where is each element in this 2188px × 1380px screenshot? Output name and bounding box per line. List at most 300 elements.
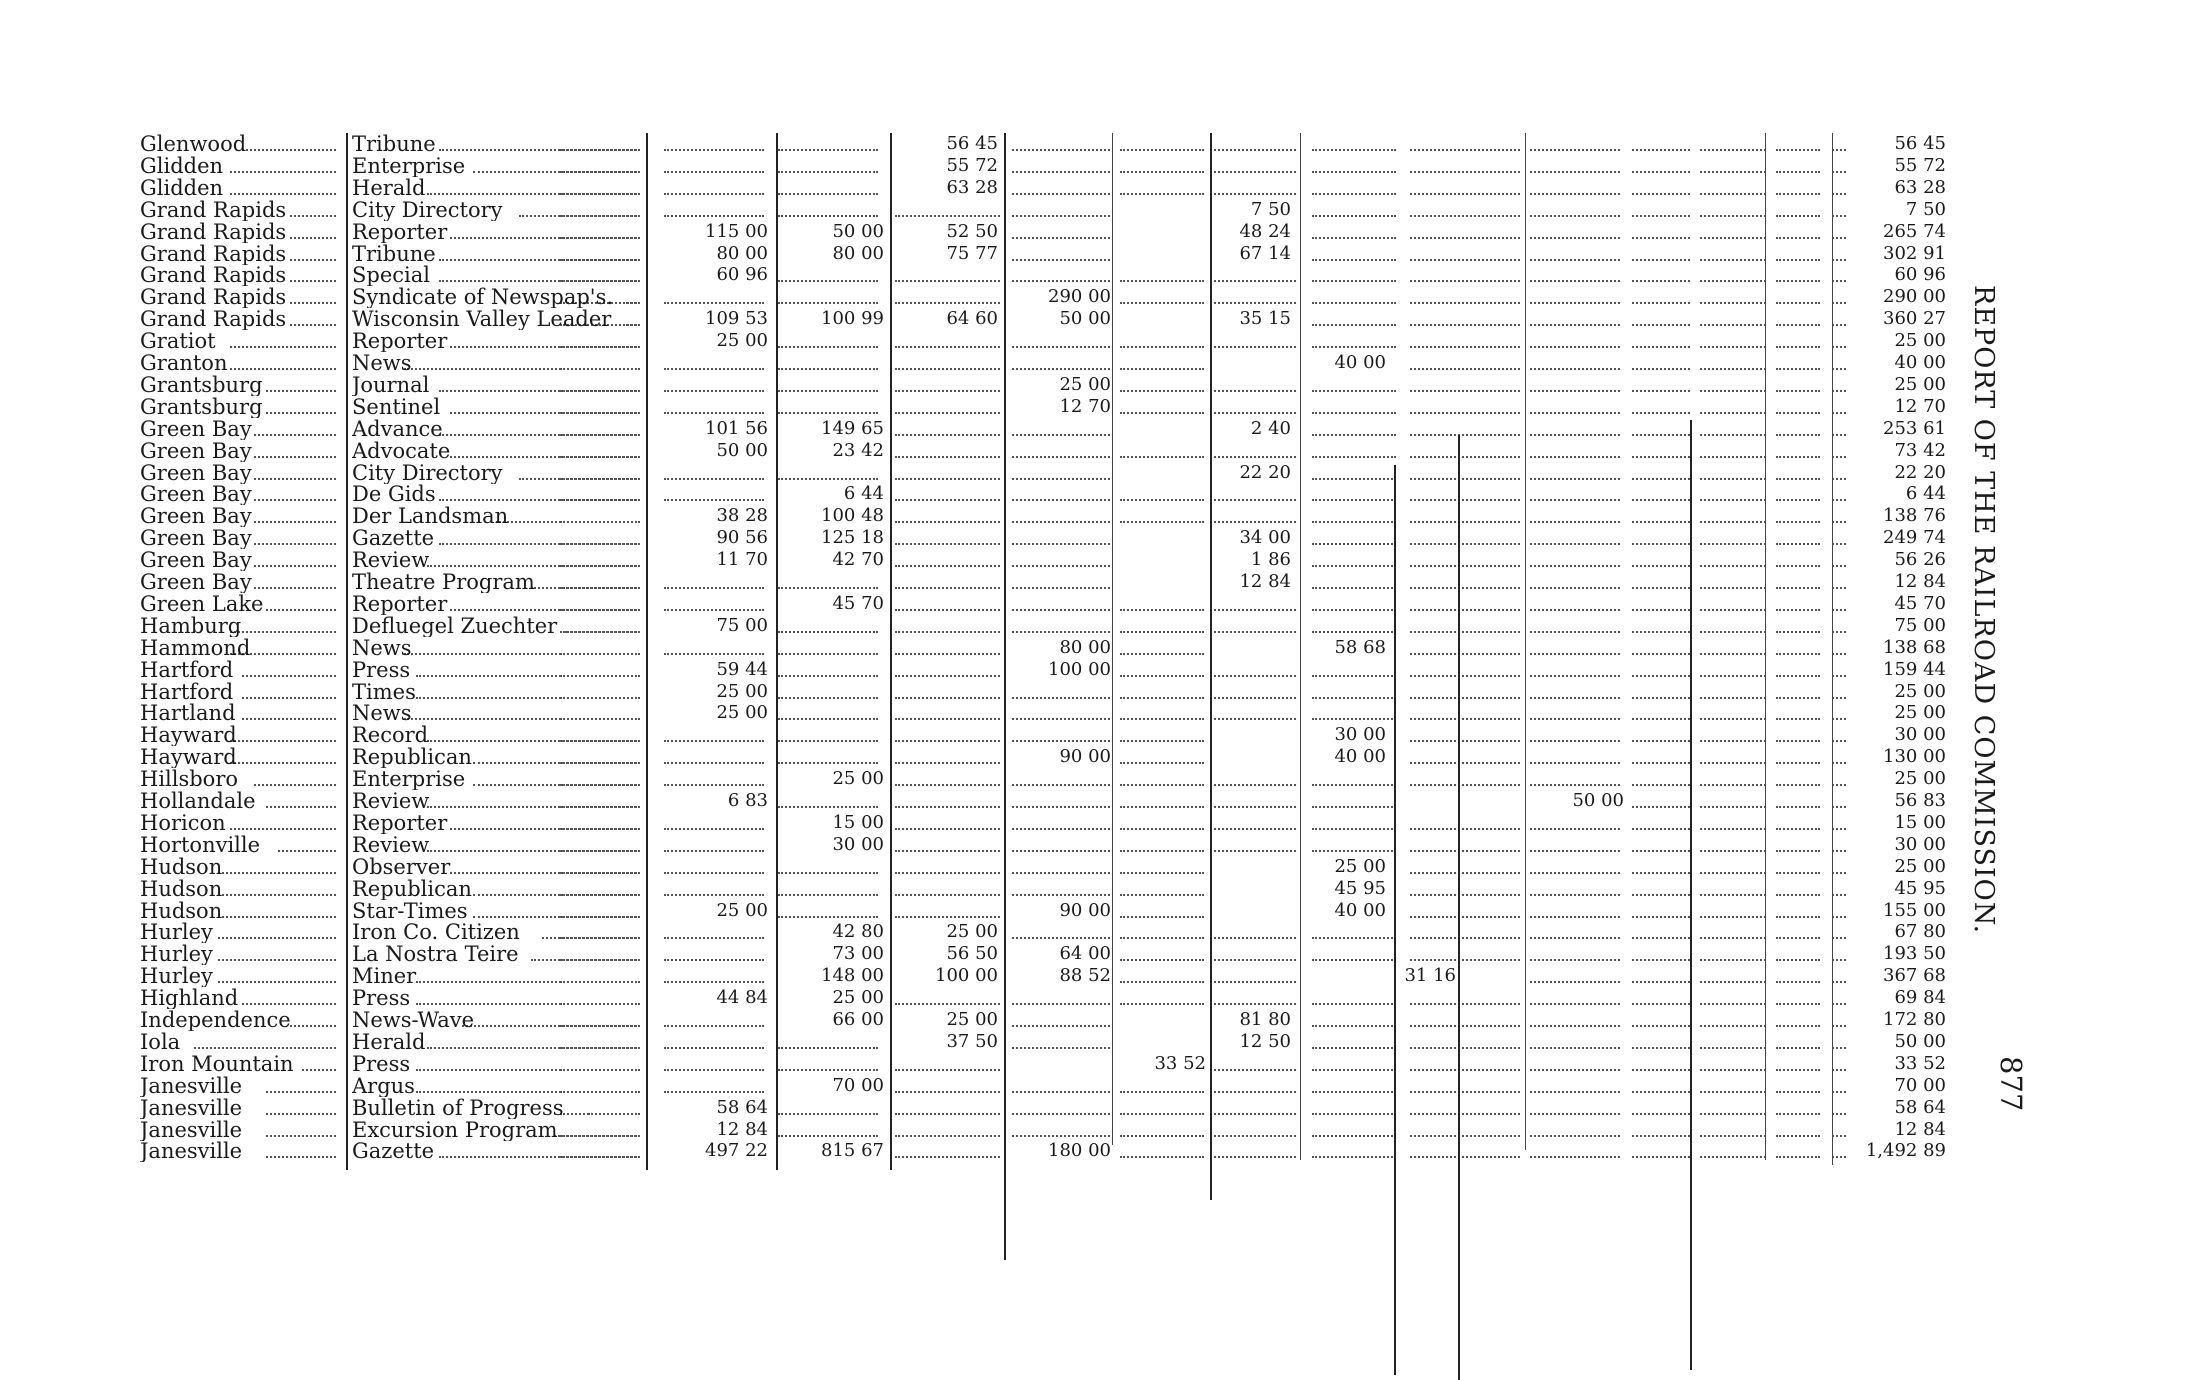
leader-dots: [1214, 390, 1296, 392]
leader-dots: [1700, 259, 1766, 261]
table-row: [0, 1009, 2188, 1031]
amount-cell: 6 44: [778, 483, 888, 505]
leader-dots: [1410, 412, 1520, 414]
town-name: Hurley: [140, 921, 213, 944]
leader-dots: [1120, 959, 1204, 961]
table-row: [0, 352, 2188, 374]
leader-dots: [664, 959, 764, 961]
leader-dots: [1832, 412, 1846, 414]
row-total: 33 52: [1894, 1052, 1946, 1074]
leader-dots: [664, 302, 764, 304]
amount-cell: 12 84: [662, 1119, 772, 1141]
leader-dots: [1632, 171, 1690, 173]
leader-dots: [1012, 237, 1110, 239]
leader-dots: [778, 1113, 878, 1115]
amount-cell: 101 56: [662, 418, 772, 440]
newspaper-name: Gazette: [352, 527, 435, 550]
newspaper-name: Excursion Program: [352, 1118, 558, 1141]
table-row: [0, 1140, 2188, 1162]
leader-dots: [1530, 390, 1620, 392]
leader-dots: [1632, 1025, 1690, 1027]
amount-cell: 115 00: [662, 221, 772, 243]
leader-dots: [1700, 675, 1766, 677]
newspaper-name: Herald: [352, 176, 426, 199]
leader-dots: [1410, 368, 1520, 370]
table-row: [0, 943, 2188, 965]
amount-cell: 70 00: [778, 1075, 888, 1097]
leader-dots: [1832, 456, 1846, 458]
leader-dots: [1214, 280, 1296, 282]
table-row: [0, 768, 2188, 790]
leader-dots: [1832, 850, 1846, 852]
leader-dots: [778, 412, 878, 414]
town-name: Hamburg: [140, 614, 242, 637]
leader-dots: [1410, 653, 1520, 655]
leader-dots: [1832, 762, 1846, 764]
town-name: Hillsboro: [140, 768, 239, 791]
leader-dots: [1776, 193, 1820, 195]
leader-dots: [1632, 434, 1690, 436]
amount-cell: 22 20: [1125, 462, 1295, 484]
amount-cell: 50 00: [1010, 308, 1115, 330]
amount-cell: 25 00: [778, 987, 888, 1009]
leader-dots: [1700, 1003, 1766, 1005]
amount-cell: 55 72: [890, 155, 1002, 177]
amount-cell: 11 70: [662, 549, 772, 571]
leader-dots: [1410, 675, 1520, 677]
town-name: Granton: [140, 352, 228, 374]
newspaper-name: Star-Times: [352, 899, 468, 922]
leader-dots: [1410, 631, 1520, 633]
newspaper-name: Advance: [352, 417, 443, 440]
leader-dots: [1312, 1025, 1396, 1027]
leader-dots: [1700, 872, 1766, 874]
amount-cell: 100 00: [890, 965, 1002, 987]
column-rule: [776, 133, 778, 1170]
leader-dots: [1120, 280, 1204, 282]
leader-dots: [1832, 872, 1846, 874]
column-rule: [1300, 133, 1301, 1160]
amount-cell: 50 00: [778, 221, 888, 243]
leader-dots: [1700, 1113, 1766, 1115]
town-name: Hayward: [140, 746, 237, 769]
amount-cell: 67 14: [1125, 243, 1295, 265]
leader-dots: [1776, 1091, 1820, 1093]
leader-dots: [1832, 324, 1846, 326]
leader-dots: [1214, 412, 1296, 414]
amount-cell: 23 42: [778, 440, 888, 462]
leader-dots: [1312, 1003, 1396, 1005]
leader-dots: [895, 1156, 1000, 1158]
leader-dots: [895, 543, 1000, 545]
newspaper-name: Advocate: [352, 439, 451, 462]
row-total: 25 00: [1894, 855, 1946, 877]
table-row: [0, 637, 2188, 659]
amount-cell: 180 00: [1010, 1140, 1115, 1162]
leader-dots: [664, 368, 764, 370]
leader-dots: [778, 653, 878, 655]
leader-dots: [1312, 806, 1396, 808]
leader-dots: [1530, 1135, 1620, 1137]
leader-dots: [664, 1069, 764, 1071]
newspaper-name: Reporter: [352, 220, 448, 243]
amount-cell: 80 00: [778, 243, 888, 265]
table-row: [0, 177, 2188, 199]
table-row: [0, 527, 2188, 549]
amount-cell: 66 00: [778, 1009, 888, 1031]
leader-dots: [664, 171, 764, 173]
newspaper-name: Times: [352, 680, 416, 703]
leader-dots: [1700, 412, 1766, 414]
town-name: Grantsburg: [140, 373, 263, 396]
leader-dots: [1120, 1156, 1204, 1158]
row-total: 63 28: [1894, 176, 1946, 198]
leader-dots: [1120, 346, 1204, 348]
leader-dots: [1410, 828, 1520, 830]
amount-cell: 815 67: [778, 1140, 888, 1162]
amount-cell: 25 00: [890, 1009, 1002, 1031]
town-name: Janesville: [140, 1118, 243, 1141]
town-name: Grand Rapids: [140, 242, 287, 265]
leader-dots: [1530, 675, 1620, 677]
leader-dots: [895, 1091, 1000, 1093]
leader-dots: [895, 302, 1000, 304]
amount-cell: 50 00: [1480, 790, 1628, 812]
leader-dots: [1632, 324, 1690, 326]
leader-dots: [1832, 959, 1846, 961]
leader-dots: [1632, 631, 1690, 633]
town-name: Hayward: [140, 724, 237, 747]
leader-dots: [1632, 521, 1690, 523]
leader-dots: [1530, 872, 1620, 874]
row-total: 159 44: [1883, 658, 1946, 680]
leader-dots: [664, 609, 764, 611]
leader-dots: [1012, 828, 1110, 830]
row-total: 138 68: [1883, 636, 1946, 658]
newspaper-name: News: [352, 702, 412, 725]
leader-dots: [1410, 324, 1520, 326]
newspaper-name: Review: [352, 833, 430, 856]
leader-dots: [1410, 149, 1520, 151]
leader-dots: [1776, 631, 1820, 633]
town-name: Green Bay: [140, 439, 252, 462]
leader-dots: [1700, 937, 1766, 939]
town-name: Green Lake: [140, 592, 264, 615]
amount-cell: 290 00: [1010, 286, 1115, 308]
amount-cell: 25 00: [1220, 856, 1390, 878]
leader-dots: [1530, 894, 1620, 896]
table-row: [0, 1053, 2188, 1075]
leader-dots: [1312, 324, 1396, 326]
amount-cell: 148 00: [778, 965, 888, 987]
leader-dots: [1530, 259, 1620, 261]
leader-dots: [1410, 959, 1520, 961]
leader-dots: [1530, 762, 1620, 764]
amount-cell: 25 00: [662, 702, 772, 724]
amount-cell: 63 28: [890, 177, 1002, 199]
leader-dots: [1312, 631, 1396, 633]
leader-dots: [1632, 149, 1690, 151]
leader-dots: [1700, 959, 1766, 961]
leader-dots: [664, 653, 764, 655]
row-total: 7 50: [1905, 198, 1946, 220]
table-row: [0, 856, 2188, 878]
leader-dots: [1776, 456, 1820, 458]
leader-dots: [1530, 324, 1620, 326]
table-row: [0, 264, 2188, 286]
leader-dots: [1410, 237, 1520, 239]
leader-dots: [1832, 346, 1846, 348]
amount-cell: 42 80: [778, 921, 888, 943]
leader-dots: [1776, 280, 1820, 282]
leader-dots: [1776, 828, 1820, 830]
leader-dots: [1530, 478, 1620, 480]
column-rule: [1394, 465, 1396, 1375]
row-total: 155 00: [1883, 899, 1946, 921]
leader-dots: [1832, 937, 1846, 939]
amount-cell: 34 00: [1125, 527, 1295, 549]
leader-dots: [1214, 1003, 1296, 1005]
leader-dots: [664, 872, 764, 874]
amount-cell: 30 00: [1220, 724, 1390, 746]
amount-cell: 100 00: [1010, 659, 1115, 681]
leader-dots: [1214, 499, 1296, 501]
leader-dots: [1530, 499, 1620, 501]
leader-dots: [1410, 390, 1520, 392]
row-total: 45 95: [1894, 877, 1946, 899]
leader-dots: [1832, 237, 1846, 239]
row-total: 193 50: [1883, 943, 1946, 965]
leader-dots: [895, 215, 1000, 217]
leader-dots: [1832, 149, 1846, 151]
leader-dots: [1632, 1047, 1690, 1049]
leader-dots: [1632, 390, 1690, 392]
column-rule: [1765, 133, 1766, 1160]
leader-dots: [1410, 1156, 1520, 1158]
leader-dots: [1530, 1156, 1620, 1158]
leader-dots: [1776, 368, 1820, 370]
table-row: [0, 681, 2188, 703]
leader-dots: [1012, 434, 1110, 436]
town-name: Iola: [140, 1030, 181, 1053]
leader-dots: [1832, 390, 1846, 392]
leader-dots: [778, 280, 878, 282]
leader-dots: [1410, 872, 1520, 874]
leader-dots: [1700, 456, 1766, 458]
town-name: Hartford: [140, 680, 234, 703]
leader-dots: [1832, 784, 1846, 786]
leader-dots: [1776, 609, 1820, 611]
leader-dots: [1312, 828, 1396, 830]
leader-dots: [778, 1135, 878, 1137]
leader-dots: [895, 346, 1000, 348]
newspaper-name: Enterprise: [352, 768, 466, 791]
leader-dots: [1832, 1113, 1846, 1115]
leader-dots: [1120, 193, 1204, 195]
leader-dots: [1776, 1003, 1820, 1005]
leader-dots: [778, 478, 878, 480]
amount-cell: 90 00: [1010, 900, 1115, 922]
leader-dots: [1530, 215, 1620, 217]
leader-dots: [1776, 762, 1820, 764]
amount-cell: 44 84: [662, 987, 772, 1009]
leader-dots: [1530, 1025, 1620, 1027]
leader-dots: [1530, 981, 1620, 983]
row-total: 367 68: [1883, 965, 1946, 987]
row-total: 360 27: [1883, 308, 1946, 330]
leader-dots: [1776, 587, 1820, 589]
leader-dots: [1776, 653, 1820, 655]
amount-cell: 7 50: [1125, 199, 1295, 221]
leader-dots: [1120, 499, 1204, 501]
leader-dots: [1776, 697, 1820, 699]
leader-dots: [895, 718, 1000, 720]
amount-cell: 109 53: [662, 308, 772, 330]
leader-dots: [1410, 762, 1520, 764]
table-row: [0, 615, 2188, 637]
column-rule: [346, 133, 348, 1170]
town-name: Green Bay: [140, 527, 252, 550]
leader-dots: [664, 193, 764, 195]
table-row: [0, 878, 2188, 900]
amount-cell: 48 24: [1125, 221, 1295, 243]
leader-dots: [1632, 587, 1690, 589]
leader-dots: [1832, 981, 1846, 983]
leader-dots: [1120, 609, 1204, 611]
leader-dots: [664, 412, 764, 414]
leader-dots: [664, 937, 764, 939]
leader-dots: [1312, 499, 1396, 501]
newspaper-name: Herald: [352, 1030, 426, 1053]
leader-dots: [778, 587, 878, 589]
amount-cell: 75 00: [662, 615, 772, 637]
leader-dots: [1632, 280, 1690, 282]
newspaper-name: Reporter: [352, 592, 448, 615]
amount-cell: 38 28: [662, 505, 772, 527]
leader-dots: [1632, 828, 1690, 830]
leader-dots: [1632, 1091, 1690, 1093]
leader-dots: [1832, 171, 1846, 173]
newspaper-name: Bulletin of Progress: [352, 1096, 564, 1119]
leader-dots: [1012, 937, 1110, 939]
table-row: [0, 549, 2188, 571]
leader-dots: [1832, 587, 1846, 589]
leader-dots: [778, 346, 878, 348]
table-row: [0, 308, 2188, 330]
leader-dots: [1312, 609, 1396, 611]
newspaper-name: Gazette: [352, 1140, 435, 1163]
newspaper-name: Theatre Program: [352, 571, 535, 593]
leader-dots: [1530, 368, 1620, 370]
leader-dots: [895, 784, 1000, 786]
newspaper-name: De Gids: [352, 483, 436, 506]
leader-dots: [1776, 302, 1820, 304]
table-row: [0, 965, 2188, 987]
amount-cell: 59 44: [662, 659, 772, 681]
leader-dots: [1530, 1047, 1620, 1049]
newspaper-name: City Directory: [352, 198, 503, 221]
amount-cell: 50 00: [662, 440, 772, 462]
row-total: 6 44: [1905, 483, 1946, 505]
leader-dots: [1776, 937, 1820, 939]
town-name: Hudson: [140, 855, 223, 878]
table-row: [0, 286, 2188, 308]
leader-dots: [1832, 1069, 1846, 1071]
leader-dots: [1120, 872, 1204, 874]
amount-cell: 88 52: [1010, 965, 1115, 987]
leader-dots: [1632, 609, 1690, 611]
town-name: Iron Mountain: [140, 1052, 294, 1075]
leader-dots: [895, 1113, 1000, 1115]
leader-dots: [664, 740, 764, 742]
leader-dots: [1312, 1091, 1396, 1093]
leader-dots: [1632, 543, 1690, 545]
amount-cell: 12 70: [1010, 396, 1115, 418]
leader-dots: [1632, 1003, 1690, 1005]
leader-dots: [1312, 346, 1396, 348]
leader-dots: [1530, 543, 1620, 545]
leader-dots: [1776, 324, 1820, 326]
town-name: Hartland: [140, 702, 236, 725]
amount-cell: 80 00: [1010, 637, 1115, 659]
leader-dots: [778, 762, 878, 764]
table-row: [0, 1031, 2188, 1053]
leader-dots: [1120, 762, 1204, 764]
leader-dots: [664, 981, 764, 983]
leader-dots: [895, 434, 1000, 436]
leader-dots: [1776, 1156, 1820, 1158]
amount-cell: 15 00: [778, 812, 888, 834]
newspaper-name: Iron Co. Citizen: [352, 921, 520, 944]
leader-dots: [1700, 368, 1766, 370]
leader-dots: [1530, 697, 1620, 699]
table-row: [0, 155, 2188, 177]
leader-dots: [1410, 937, 1520, 939]
leader-dots: [1776, 806, 1820, 808]
leader-dots: [1410, 1113, 1520, 1115]
leader-dots: [1776, 784, 1820, 786]
column-rule: [1690, 420, 1692, 1370]
leader-dots: [1832, 302, 1846, 304]
leader-dots: [1012, 631, 1110, 633]
newspaper-name: Enterprise: [352, 154, 466, 177]
leader-dots: [1776, 346, 1820, 348]
leader-dots: [1312, 456, 1396, 458]
leader-dots: [1530, 280, 1620, 282]
leader-dots: [1410, 521, 1520, 523]
leader-dots: [1632, 499, 1690, 501]
leader-dots: [1832, 434, 1846, 436]
leader-dots: [1632, 981, 1690, 983]
leader-dots: [895, 1003, 1000, 1005]
town-name: Green Bay: [140, 461, 252, 484]
leader-dots: [1776, 412, 1820, 414]
leader-dots: [1700, 718, 1766, 720]
row-total: 172 80: [1883, 1009, 1946, 1030]
leader-dots: [1632, 1156, 1690, 1158]
leader-dots: [1312, 237, 1396, 239]
leader-dots: [1214, 981, 1296, 983]
leader-dots: [1530, 521, 1620, 523]
row-total: 55 72: [1894, 154, 1946, 176]
leader-dots: [1530, 587, 1620, 589]
leader-dots: [895, 587, 1000, 589]
leader-dots: [1312, 937, 1396, 939]
leader-dots: [1700, 894, 1766, 896]
newspaper-name: Tribune: [352, 133, 436, 155]
leader-dots: [1410, 259, 1520, 261]
leader-dots: [1312, 280, 1396, 282]
